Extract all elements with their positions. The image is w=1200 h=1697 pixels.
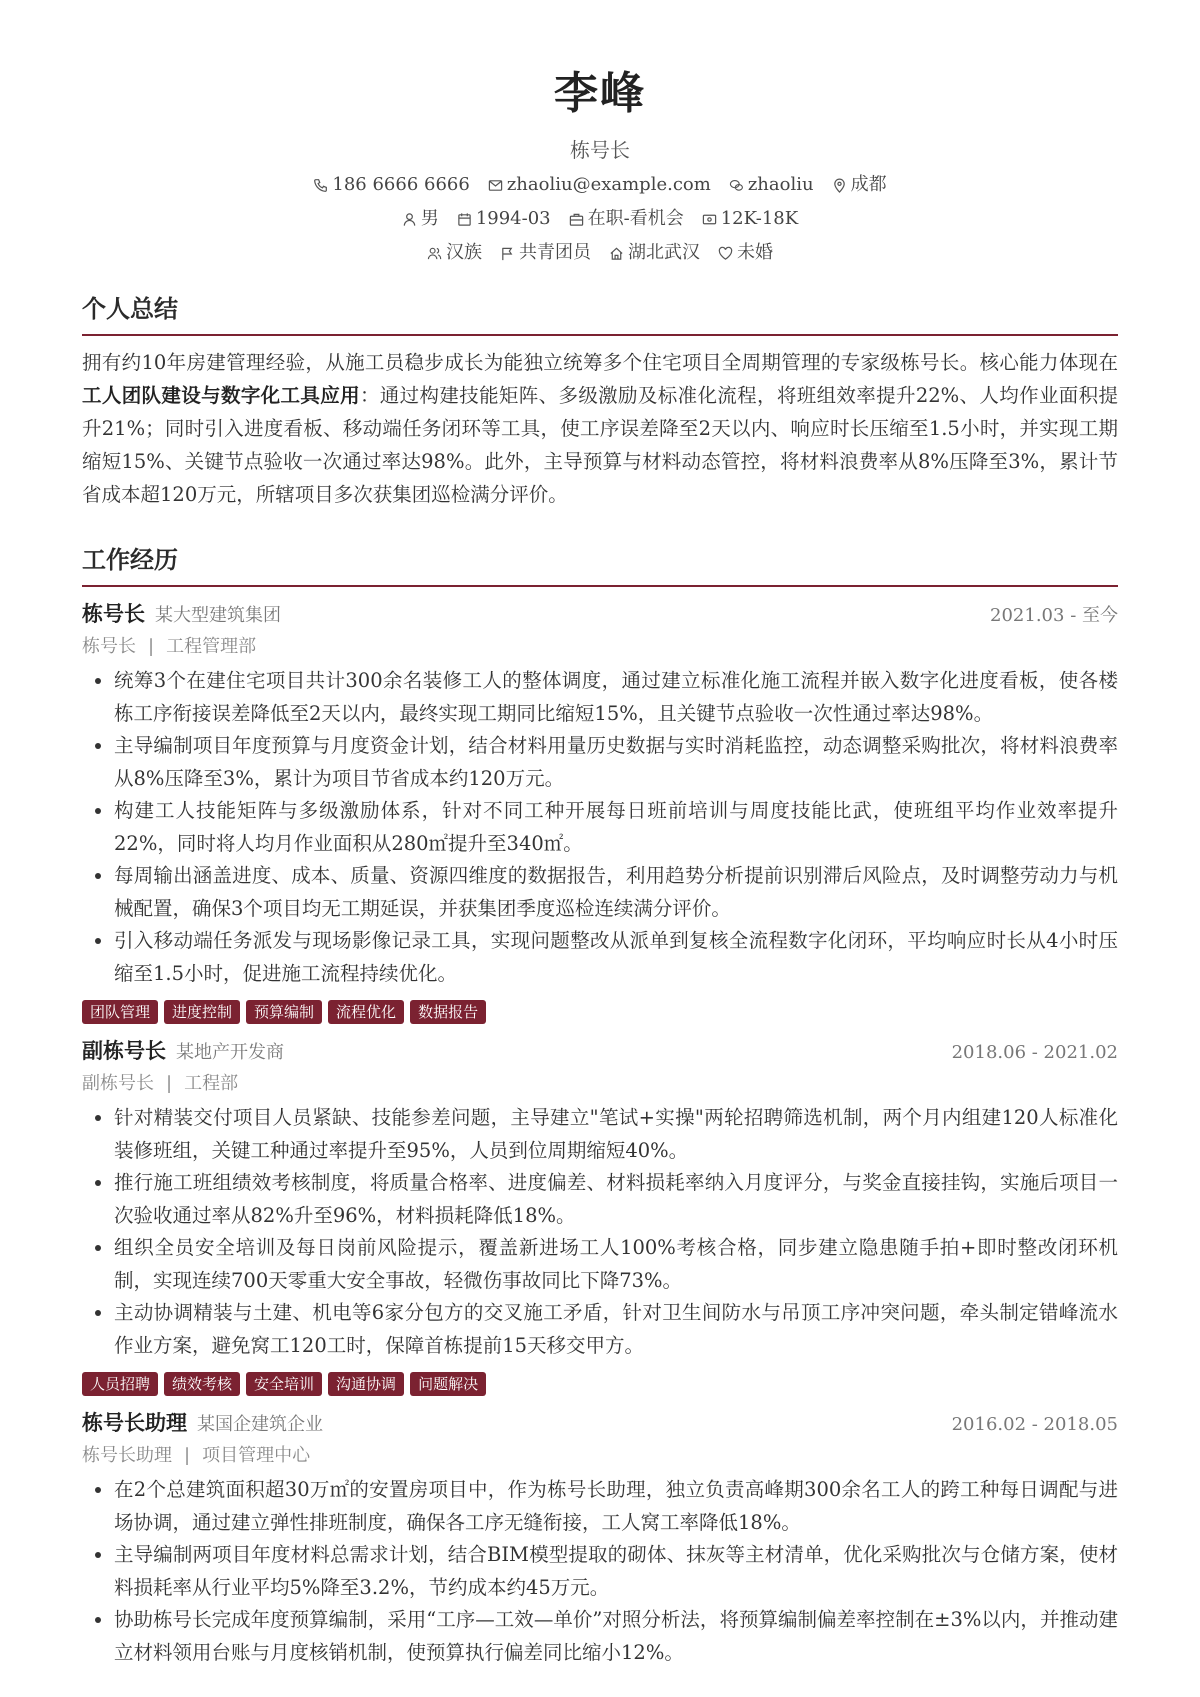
ethnicity-text: 汉族 [446, 242, 482, 263]
email-text: zhaoliu@example.com [506, 174, 711, 195]
people-icon [427, 246, 442, 261]
job-date: 2018.06 - 2021.02 [951, 1042, 1118, 1063]
home-icon [609, 246, 624, 261]
job-role: 栋号长助理 [82, 1410, 187, 1435]
hometown-text: 湖北武汉 [628, 242, 700, 263]
summary-text-after: ：通过构建技能矩阵、多级激励及标准化流程，将班组效率提升22%、人均作业面积提升21%；同时引入进度看板、移动端任务闭环等工具，使工序误差降至2天以内、响应时长压缩至1.5小时，并实现工期缩短15%、关键节点验收一次通过率达98%。此外，主导预算与材料动态管控，将材料浪费率从8%压降至3%，累计节省成本超120万元，所辖项目多次获集团巡检满分评价。 [82, 384, 1118, 506]
marital-item [718, 240, 773, 266]
wechat-text: zhaoliu [747, 174, 814, 195]
skill-tag: 安全培训 [246, 1372, 322, 1396]
skill-tag: 团队管理 [82, 1000, 158, 1024]
duty-item: • 在2个总建筑面积超30万㎡的安置房项目中，作为栋号长助理，独立负责高峰期300余名工人的跨工种每日调配与进场协调，通过建立弹性排班制度，确保各工序无缝衔接，工人窝工率降低18%。 [114, 1474, 1118, 1539]
duty-list [82, 665, 1118, 990]
separator: | [148, 636, 155, 657]
duty-item: • 协助栋号长完成年度预算编制，采用“工序—工效—单价”对照分析法，将预算编制偏差率控制在±3%以内，并推动建立材料领用台账与月度核销机制，使预算执行偏差同比缩小12%。 [114, 1604, 1118, 1669]
job-department: 项目管理中心 [202, 1445, 311, 1466]
flag-icon [500, 246, 515, 261]
duty-item: • 主导编制两项目年度材料总需求计划，结合BIM模型提取的砌体、抹灰等主材清单，优化采购批次与仓储方案，使材料损耗率从行业平均5%降至3.2%，节约成本约45万元。 [114, 1539, 1118, 1604]
skill-tag: 进度控制 [164, 1000, 240, 1024]
phone-item[interactable] [313, 172, 469, 198]
skill-tag: 预算编制 [246, 1000, 322, 1024]
birth-text: 1994-03 [475, 208, 551, 229]
phone-icon [313, 178, 328, 193]
job-subtitle [82, 631, 1118, 663]
contact-line [0, 172, 1200, 198]
ethnicity-item [427, 240, 482, 266]
summary-text-bold: 工人团队建设与数字化工具应用 [82, 384, 360, 407]
wechat-icon [729, 178, 744, 193]
job-company: 某地产开发商 [176, 1042, 284, 1063]
heart-icon [718, 246, 733, 261]
job-header [82, 599, 1118, 631]
job-role: 栋号长 [82, 601, 145, 626]
job-date: 2016.02 - 2018.05 [951, 1414, 1118, 1435]
job-role: 副栋号长 [82, 1038, 166, 1063]
gender-item [402, 206, 439, 232]
wechat-item[interactable] [729, 172, 814, 198]
city-item [832, 172, 887, 198]
job-company: 某国企建筑企业 [197, 1414, 323, 1435]
resume-header [0, 0, 1200, 266]
city-text: 成都 [850, 174, 887, 195]
separator: | [184, 1445, 191, 1466]
job-entry [82, 599, 1118, 1024]
skill-tag: 问题解决 [410, 1372, 486, 1396]
skill-tags [82, 1372, 1118, 1396]
duty-item: • 每周输出涵盖进度、成本、质量、资源四维度的数据报告，利用趋势分析提前识别滞后风险点，及时调整劳动力与机械配置，确保3个项目均无工期延误，并获集团季度巡检连续满分评价。 [114, 860, 1118, 925]
hometown-item [609, 240, 700, 266]
mail-icon [488, 178, 503, 193]
job-position: 栋号长 [82, 636, 136, 657]
location-pin-icon [832, 178, 847, 193]
job-subtitle [82, 1068, 1118, 1100]
duty-list [82, 1102, 1118, 1362]
job-company: 某大型建筑集团 [155, 605, 281, 626]
gender-text: 男 [420, 208, 439, 229]
duty-item: • 组织全员安全培训及每日岗前风险提示，覆盖新进场工人100%考核合格，同步建立隐患随手拍+即时整改闭环机制，实现连续700天零重大安全事故，轻微伤事故同比下降73%。 [114, 1232, 1118, 1297]
job-position: 栋号长助理 [82, 1445, 172, 1466]
job-header [82, 1036, 1118, 1068]
birth-item [457, 206, 551, 232]
skill-tags [82, 1000, 1118, 1024]
email-item[interactable] [488, 172, 711, 198]
separator: | [166, 1073, 173, 1094]
candidate-name: 李峰 [554, 68, 646, 119]
duty-list [82, 1474, 1118, 1669]
personal-info-line [0, 240, 1200, 266]
calendar-icon [457, 212, 472, 227]
salary-item [702, 206, 798, 232]
marital-text: 未婚 [737, 242, 773, 263]
skill-tag: 沟通协调 [328, 1372, 404, 1396]
skill-tag: 人员招聘 [82, 1372, 158, 1396]
job-position: 副栋号长 [82, 1073, 154, 1094]
phone-text: 186 6666 6666 [332, 174, 470, 195]
job-entry [82, 1408, 1118, 1669]
political-text: 共青团员 [519, 242, 591, 263]
job-header [82, 1408, 1118, 1440]
job-department: 工程部 [184, 1073, 239, 1094]
basic-info-line [0, 206, 1200, 232]
job-entry [82, 1036, 1118, 1396]
candidate-title: 栋号长 [570, 138, 630, 162]
job-department: 工程管理部 [166, 636, 257, 657]
money-icon [702, 212, 717, 227]
salary-text: 12K-18K [720, 208, 799, 229]
job-date: 2021.03 - 至今 [990, 605, 1118, 626]
status-item [569, 206, 684, 232]
summary-heading: 个人总结 [82, 292, 1118, 336]
skill-tag: 流程优化 [328, 1000, 404, 1024]
duty-item: • 主导编制项目年度预算与月度资金计划，结合材料用量历史数据与实时消耗监控，动态调整采购批次，将材料浪费率从8%压降至3%，累计为项目节省成本约120万元。 [114, 730, 1118, 795]
duty-item: • 针对精装交付项目人员紧缺、技能参差问题，主导建立"笔试+实操"两轮招聘筛选机制，两个月内组建120人标准化装修班组，关键工种通过率提升至95%，人员到位周期缩短40%。 [114, 1102, 1118, 1167]
briefcase-icon [569, 212, 584, 227]
experience-section [82, 543, 1118, 1669]
skill-tag: 绩效考核 [164, 1372, 240, 1396]
skill-tag: 数据报告 [410, 1000, 486, 1024]
status-text: 在职-看机会 [587, 208, 684, 229]
summary-section [82, 292, 1118, 511]
duty-item: • 推行施工班组绩效考核制度，将质量合格率、进度偏差、材料损耗率纳入月度评分，与奖金直接挂钩，实施后项目一次验收通过率从82%升至96%，材料损耗降低18%。 [114, 1167, 1118, 1232]
job-subtitle [82, 1440, 1118, 1472]
duty-item: • 统筹3个在建住宅项目共计300余名装修工人的整体调度，通过建立标准化施工流程并嵌入数字化进度看板，使各楼栋工序衔接误差降低至2天以内，最终实现工期同比缩短15%，且关键节点验收一次性通过率达98%。 [114, 665, 1118, 730]
duty-item: • 引入移动端任务派发与现场影像记录工具，实现问题整改从派单到复核全流程数字化闭环，平均响应时长从4小时压缩至1.5小时，促进施工流程持续优化。 [114, 925, 1118, 990]
summary-text-before: 拥有约10年房建管理经验，从施工员稳步成长为能独立统筹多个住宅项目全周期管理的专家级栋号长。核心能力体现在 [82, 351, 1118, 374]
political-item [500, 240, 591, 266]
experience-heading: 工作经历 [82, 543, 1118, 587]
duty-item: • 主动协调精装与土建、机电等6家分包方的交叉施工矛盾，针对卫生间防水与吊顶工序冲突问题，牵头制定错峰流水作业方案，避免窝工120工时，保障首栋提前15天移交甲方。 [114, 1297, 1118, 1362]
person-icon [402, 212, 417, 227]
duty-item: • 构建工人技能矩阵与多级激励体系，针对不同工种开展每日班前培训与周度技能比武，使班组平均作业效率提升22%，同时将人均月作业面积从280㎡提升至340㎡。 [114, 795, 1118, 860]
summary-text [82, 346, 1118, 511]
